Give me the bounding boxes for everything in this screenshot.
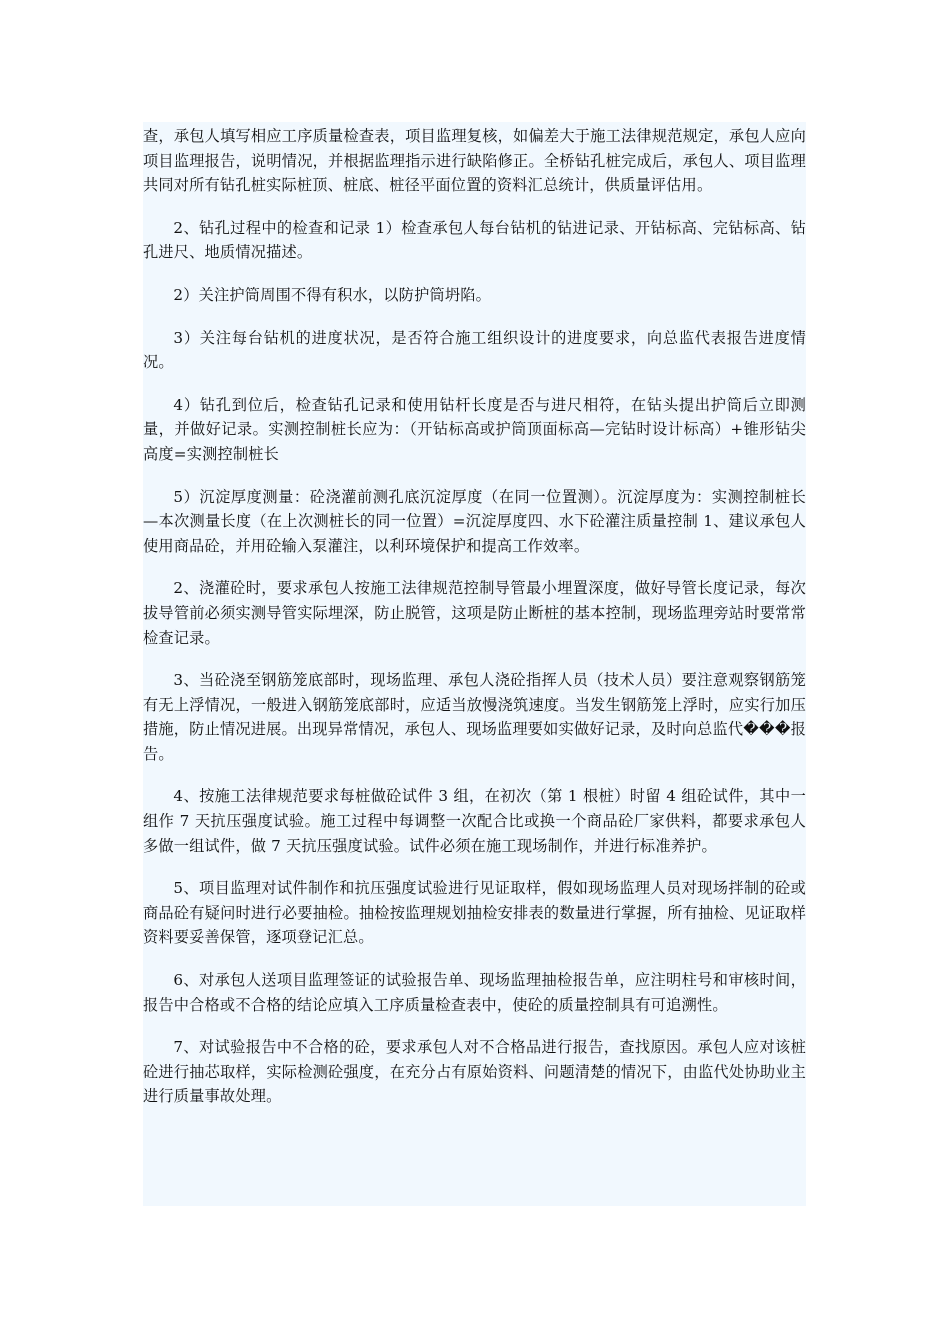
paragraph-sediment: 5）沉淀厚度测量：砼浇灌前测孔底沉淀厚度（在同一位置测）。沉淀厚度为：实测控制桩长—本次测量长度（在上次测桩长的同一位置）=沉淀厚度四、水下砼灌注质量控制 1、建议承包人使用商品砼，并用砼输入泵灌注，以利环境保护和提高工作效率。 [143,487,806,555]
paragraph-cage-float: 3、当砼浇至钢筋笼底部时，现场监理、承包人浇砼指挥人员（技术人员）要注意观察钢筋笼有无上浮情况，一般进入钢筋笼底部时，应适当放慢浇筑速度。当发生钢筋笼上浮时，应实行加压措施，防止情况进展。出现异常情况，承包人、现场监理要如实做好记录，及时向总监代���报告。 [143,671,806,763]
paragraph-nonconforming: 7、对试验报告中不合格的砼，要求承包人对不合格品进行报告，查找原因。承包人应对该桩砼进行抽芯取样，实际检测砼强度，在充分占有原始资料、问题清楚的情况下，由监代处协助业主进行质量事故处理。 [143,1038,806,1106]
paragraph-casing-water: 2）关注护筒周围不得有积水，以防护筒坍陷。 [173,285,492,304]
paragraph-pile-length: 4）钻孔到位后，检查钻孔记录和使用钻杆长度是否与进尺相符，在钻头提出护筒后立即测量，并做好记录。实测控制桩长应为：（开钻标高或护筒顶面标高—完钻时设计标高）+锥形钻尖高度=实测控制桩长 [143,395,806,463]
document-body [143,122,806,1206]
paragraph-progress: 3）关注每台钻机的进度状况，是否符合施工组织设计的进度要求，向总监代表报告进度情况。 [143,328,806,372]
paragraph-witness-sampling: 5、项目监理对试件制作和抗压强度试验进行见证取样，假如现场监理人员对现场拌制的砼或商品砼有疑问时进行必要抽检。抽检按监理规划抽检安排表的数量进行掌握，所有抽检、见证取样资料要妥善保管，逐项登记汇总。 [143,879,806,947]
paragraph-test-specimens: 4、按施工法律规范要求每桩做砼试件 3 组，在初次（第 1 根桩）时留 4 组砼试件，其中一组作 7 天抗压强度试验。施工过程中每调整一次配合比或换一个商品砼厂家供料，都要求承包人多做一组试件，做 7 天抗压强度试验。试件必须在施工现场制作，并进行标准养护。 [143,787,806,855]
paragraph-test-reports: 6、对承包人送项目监理签证的试验报告单、现场监理抽检报告单，应注明柱号和审核时间，报告中合格或不合格的结论应填入工序质量检查表中，使砼的质量控制具有可追溯性。 [143,971,806,1014]
paragraph-drilling-check: 2、钻孔过程中的检查和记录 1）检查承包人每台钻机的钻进记录、开钻标高、完钻标高、钻孔进尺、地质情况描述。 [143,218,806,262]
paragraph-pouring: 2、浇灌砼时，要求承包人按施工法律规范控制导管最小埋置深度，做好导管长度记录，每次拔导管前必须实测导管实际埋深，防止脱管，这项是防止断桩的基本控制，现场监理旁站时要常常检查记录。 [143,579,806,647]
paragraph-continuation: 查，承包人填写相应工序质量检查表，项目监理复核，如偏差大于施工法律规范规定，承包人应向项目监理报告，说明情况，并根据监理指示进行缺陷修正。全桥钻孔桩完成后，承包人、项目监理共同对所有钻孔桩实际桩顶、桩底、桩径平面位置的资料汇总统计，供质量评估用。 [143,127,806,195]
